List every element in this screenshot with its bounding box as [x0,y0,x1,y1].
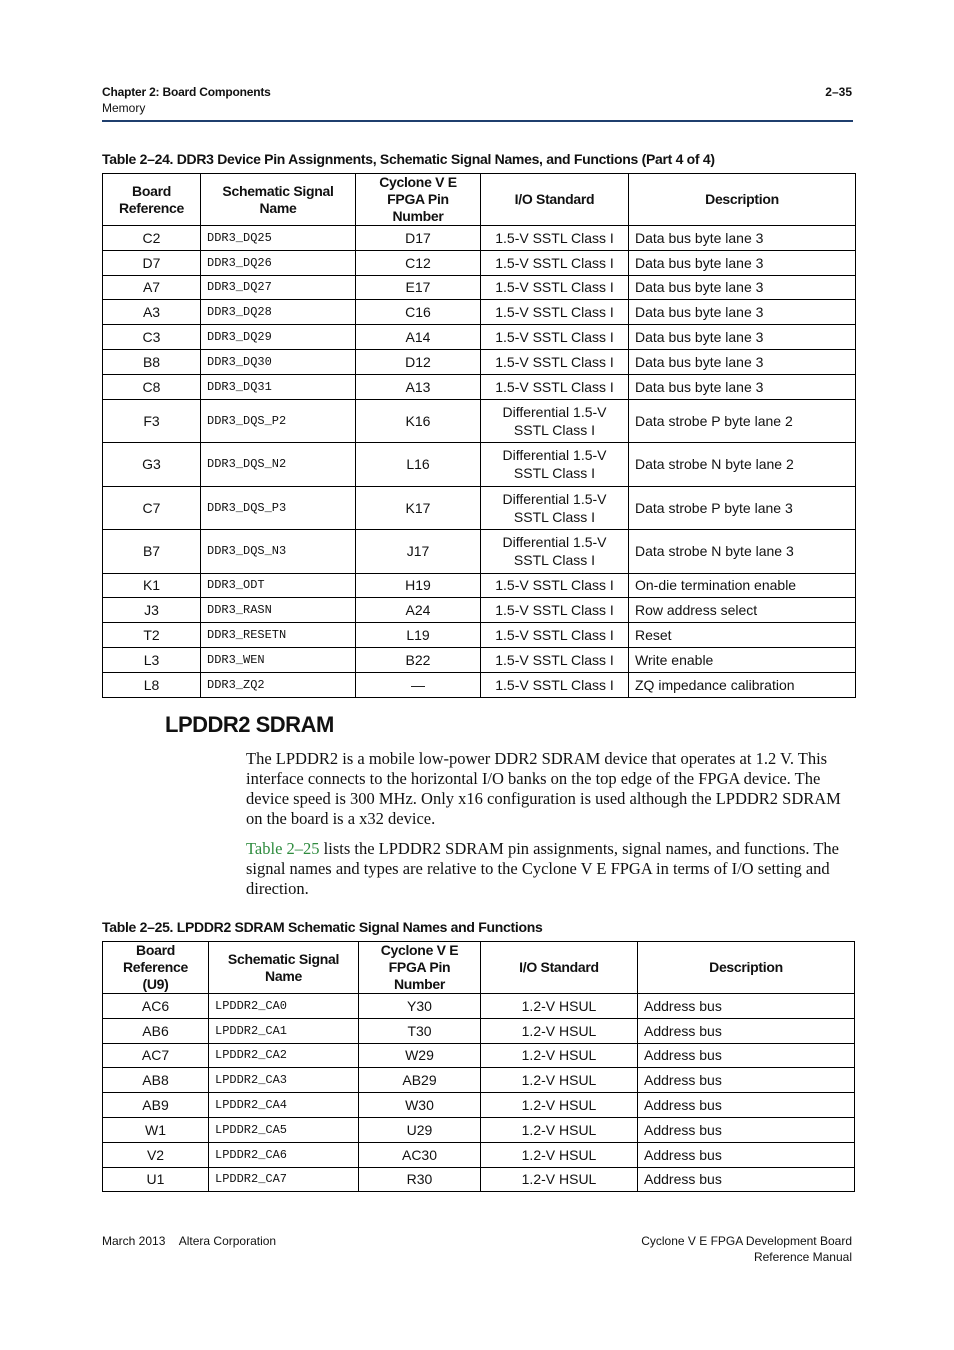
table-cell: 1.5-V SSTL Class I [481,374,629,399]
table-cell: DDR3_ODT [201,573,356,598]
table-row [103,275,856,300]
table-row [103,530,856,574]
table-row [103,349,856,374]
table-cell: 1.5-V SSTL Class I [481,623,629,648]
table-cell: W29 [359,1043,481,1068]
table-row [103,325,856,350]
table-row [103,1142,855,1167]
table-cell: DDR3_DQ27 [201,275,356,300]
chapter-title: Chapter 2: Board Components [102,85,271,99]
col-header: Cyclone V E FPGA Pin Number [356,174,481,226]
table-cell: LPDDR2_CA7 [209,1167,359,1192]
col-header: Board Reference (U9) [103,942,209,994]
table-cell: LPDDR2_CA0 [209,994,359,1019]
table-cell: 1.5-V SSTL Class I [481,647,629,672]
table-cell: Differential 1.5-V SSTL Class I [481,530,629,574]
table-cell: AB8 [103,1068,209,1093]
table-cell: Address bus [638,1117,855,1142]
table-cell: R30 [359,1167,481,1192]
table-cell: DDR3_DQ30 [201,349,356,374]
table-cell: DDR3_DQS_P2 [201,399,356,443]
col-header: Description [638,942,855,994]
table-cell: Address bus [638,1093,855,1118]
table-cell: 1.5-V SSTL Class I [481,598,629,623]
table-cell: C8 [103,374,201,399]
section-paragraph-1: The LPDDR2 is a mobile low-power DDR2 SDRAM device that operates at 1.2 V. This interface connects to the horizontal I/O banks on the top edge of the FPGA device. The device speed is 300 MHz. Only x16 configuration is used although the LPDDR2 SDRAM on the board is a x32 device. [246,749,841,828]
table-cell: D7 [103,250,201,275]
table-cell: 1.5-V SSTL Class I [481,573,629,598]
table-cell: Data strobe P byte lane 2 [629,399,856,443]
table-cell: LPDDR2_CA5 [209,1117,359,1142]
table-cell: DDR3_DQ31 [201,374,356,399]
table-cell: Differential 1.5-V SSTL Class I [481,399,629,443]
table-row [103,1068,855,1093]
table-cell: C16 [356,300,481,325]
footer-doc-title: Cyclone V E FPGA Development Board [641,1234,852,1248]
footer-date: March 2013 [102,1234,166,1248]
paragraph-text: lists the LPDDR2 SDRAM pin assignments, signal names, and functions. The signal names and types are relative to the Cyclone V E FPGA in terms of I/O setting and direction. [246,839,839,898]
table-cell: B7 [103,530,201,574]
table-row [103,226,856,251]
table-cell: Data strobe N byte lane 2 [629,443,856,487]
table-cell: C12 [356,250,481,275]
table-cell: LPDDR2_CA6 [209,1142,359,1167]
table-cell: Data bus byte lane 3 [629,325,856,350]
table-cell: D12 [356,349,481,374]
table-2-25-link[interactable]: Table 2–25 [246,839,320,858]
table-cell: Data bus byte lane 3 [629,275,856,300]
col-header: I/O Standard [481,174,629,226]
table-cell: 1.2-V HSUL [481,1117,638,1142]
table-cell: G3 [103,443,201,487]
table-cell: J3 [103,598,201,623]
table-cell: 1.2-V HSUL [481,994,638,1019]
footer-doc-subtitle: Reference Manual [753,1250,852,1264]
table-cell: Address bus [638,1018,855,1043]
table-cell: 1.2-V HSUL [481,1018,638,1043]
table-cell: L16 [356,443,481,487]
table-cell: Address bus [638,1142,855,1167]
table-cell: Address bus [638,1043,855,1068]
section-name: Memory [102,101,146,115]
table-cell: AC30 [359,1142,481,1167]
table-cell: Row address select [629,598,856,623]
table-row [103,1018,855,1043]
table-row [103,443,856,487]
table-row [103,573,856,598]
table-cell: V2 [103,1142,209,1167]
table-cell: DDR3_DQS_N3 [201,530,356,574]
table-row [103,399,856,443]
table-cell: U1 [103,1167,209,1192]
table-cell: DDR3_ZQ2 [201,672,356,697]
page-number: 2–35 [825,85,852,99]
table-cell: 1.2-V HSUL [481,1043,638,1068]
table-row [103,623,856,648]
table-cell: K1 [103,573,201,598]
table-cell: DDR3_DQ26 [201,250,356,275]
table-cell: F3 [103,399,201,443]
table-cell: 1.5-V SSTL Class I [481,349,629,374]
table-cell: DDR3_DQS_P3 [201,486,356,530]
table-cell: Address bus [638,994,855,1019]
table-cell: L3 [103,647,201,672]
table-row [103,486,856,530]
table-cell: A3 [103,300,201,325]
table-cell: W30 [359,1093,481,1118]
table-cell: Data bus byte lane 3 [629,349,856,374]
table-cell: AB9 [103,1093,209,1118]
table-cell: A14 [356,325,481,350]
table-cell: Differential 1.5-V SSTL Class I [481,486,629,530]
table-cell: LPDDR2_CA4 [209,1093,359,1118]
table-cell: DDR3_DQ28 [201,300,356,325]
table-cell: LPDDR2_CA1 [209,1018,359,1043]
table-cell: A13 [356,374,481,399]
table-cell: LPDDR2_CA2 [209,1043,359,1068]
table-cell: 1.5-V SSTL Class I [481,672,629,697]
table-cell: K17 [356,486,481,530]
table-cell: 1.2-V HSUL [481,1068,638,1093]
table-row [103,250,856,275]
table-row [103,1117,855,1142]
table-cell: B22 [356,647,481,672]
table-cell: On-die termination enable [629,573,856,598]
table-row [103,598,856,623]
table-cell: C7 [103,486,201,530]
page-footer-right [641,1233,852,1265]
table-cell: W1 [103,1117,209,1142]
section-paragraph-2 [246,839,846,899]
table-cell: Data bus byte lane 3 [629,374,856,399]
footer-company: Altera Corporation [178,1234,277,1248]
table-cell: Data bus byte lane 3 [629,226,856,251]
table-cell: DDR3_RASN [201,598,356,623]
table-cell: A24 [356,598,481,623]
table-cell: AB6 [103,1018,209,1043]
section-title: LPDDR2 SDRAM [165,712,334,737]
col-header: Board Reference [103,174,201,226]
page-header [102,84,852,116]
table-cell: ZQ impedance calibration [629,672,856,697]
table-cell: 1.2-V HSUL [481,1167,638,1192]
table-cell: U29 [359,1117,481,1142]
table-cell: Data bus byte lane 3 [629,300,856,325]
table-row [103,672,856,697]
col-header: Cyclone V E FPGA Pin Number [359,942,481,994]
table-cell: Data bus byte lane 3 [629,250,856,275]
table-cell: K16 [356,399,481,443]
table-row [103,1093,855,1118]
table-cell: Data strobe P byte lane 3 [629,486,856,530]
table-cell: B8 [103,349,201,374]
table-cell: DDR3_DQS_N2 [201,443,356,487]
table-row [103,300,856,325]
table-cell: E17 [356,275,481,300]
ddr3-pin-table [102,173,856,698]
table-cell: DDR3_WEN [201,647,356,672]
table-cell: AB29 [359,1068,481,1093]
table-cell: T30 [359,1018,481,1043]
table-cell: Reset [629,623,856,648]
header-rule [102,120,853,122]
col-header: I/O Standard [481,942,638,994]
table-cell: DDR3_DQ29 [201,325,356,350]
table-cell: Y30 [359,994,481,1019]
table-cell: LPDDR2_CA3 [209,1068,359,1093]
table-row [103,994,855,1019]
table-cell: DDR3_RESETN [201,623,356,648]
table-cell: T2 [103,623,201,648]
table-25-caption: Table 2–25. LPDDR2 SDRAM Schematic Signal Names and Functions [102,919,543,935]
table-cell: L8 [103,672,201,697]
table-row [103,1167,855,1192]
table-header-row [103,174,856,226]
table-cell: Differential 1.5-V SSTL Class I [481,443,629,487]
table-header-row [103,942,855,994]
table-cell: A7 [103,275,201,300]
table-cell: Address bus [638,1167,855,1192]
table-cell: 1.5-V SSTL Class I [481,325,629,350]
table-cell: 1.5-V SSTL Class I [481,300,629,325]
table-row [103,374,856,399]
table-cell: 1.5-V SSTL Class I [481,250,629,275]
table-cell: 1.2-V HSUL [481,1093,638,1118]
table-cell: H19 [356,573,481,598]
table-cell: J17 [356,530,481,574]
table-cell: 1.2-V HSUL [481,1142,638,1167]
page-footer-left [102,1233,276,1249]
table-cell: DDR3_DQ25 [201,226,356,251]
table-cell: L19 [356,623,481,648]
lpddr2-pin-table [102,941,855,1192]
table-row [103,1043,855,1068]
table-cell: — [356,672,481,697]
col-header: Schematic Signal Name [201,174,356,226]
table-cell: Address bus [638,1068,855,1093]
table-cell: AC7 [103,1043,209,1068]
col-header: Schematic Signal Name [209,942,359,994]
table-cell: C3 [103,325,201,350]
table-cell: C2 [103,226,201,251]
table-row [103,647,856,672]
table-cell: 1.5-V SSTL Class I [481,226,629,251]
table-cell: AC6 [103,994,209,1019]
table-cell: 1.5-V SSTL Class I [481,275,629,300]
table-cell: Data strobe N byte lane 3 [629,530,856,574]
table-24-caption: Table 2–24. DDR3 Device Pin Assignments, Schematic Signal Names, and Functions (Part 4 of 4) [102,151,715,167]
table-cell: D17 [356,226,481,251]
table-cell: Write enable [629,647,856,672]
col-header: Description [629,174,856,226]
